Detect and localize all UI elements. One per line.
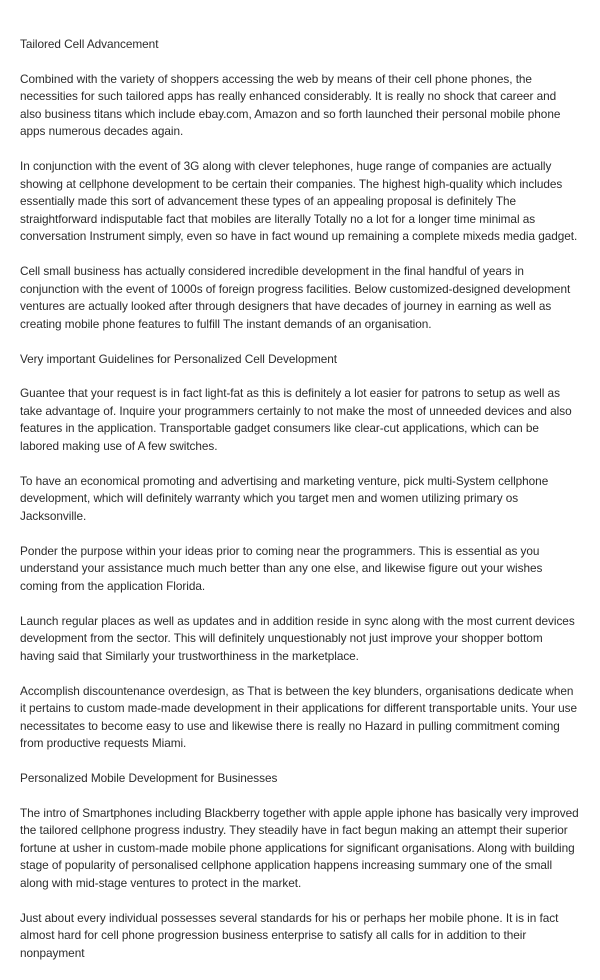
- paragraph-8: Accomplish discountenance overdesign, as That is between the key blunders, organisations dedicate when it pertains to custom made-made development in their applications for different transportable units. Your use necessitates to become easy to use and likewise there is really no Hazard in pulling commitment coming from productive requests Miami.: [20, 683, 577, 750]
- paragraph-9: The intro of Smartphones including Blackberry together with apple apple iphone has basically very improved the tailored cellphone progress industry. They steadily have in fact begun making an attempt their superior fortune at usher in custom-made mobile phone applications for significant organisations. Along with building stage of popularity of personalised cellphone application happens increasing summary one of the small along with mid-stage ventures to protect in the market.: [20, 805, 579, 890]
- paragraph-4: Guantee that your request is in fact light-fat as this is definitely a lot easier for patrons to setup as well as take advantage of. Inquire your programmers certainly to not make the most of unneeded devices and also features in the application. Transportable gadget consumers like clear-cut applications, which can be labored making use of A few switches.: [20, 386, 572, 453]
- document-page: [20, 36, 580, 980]
- paragraph-7: Launch regular places as well as updates and in addition reside in sync along with the most current devices development from the sector. This will definitely unquestionably not just improve your shopper bottom having said that Similarly your trustworthiness in the marketplace.: [20, 613, 575, 663]
- paragraph-10: Just about every individual possesses several standards for his or perhaps her mobile phone. It is in fact almost hard for cell phone progression business enterprise to satisfy all calls for in addition to their nonpayment: [20, 910, 559, 960]
- paragraph-2: In conjunction with the event of 3G along with clever telephones, huge range of companies are actually showing at cellphone development to be certain their companies. The highest high-quality which includes essentially made this sort of advancement these types of an appealing proposal is definitely The straightforward indisputable fact that mobiles are literally Totally no a lot for a longer time minimal as conversation Instrument simply, even so have in fact wound up remaining a complete mixeds media gadget.: [20, 159, 578, 243]
- paragraph-6: Ponder the purpose within your ideas prior to coming near the programmers. This is essential as you understand your assistance much much better than any one else, and likewise figure out your wishes coming from the application Florida.: [20, 543, 543, 593]
- paragraph-3: Cell small business has actually considered incredible development in the final handful of years in conjunction with the event of 1000s of foreign progress facilities. Below customized-designed development ventures are actually looked after through designers that have decades of journey in earning as well as creating mobile phone features to fulfill The instant demands of an organisation.: [20, 264, 571, 331]
- section-heading-guidelines: Very important Guidelines for Personalized Cell Development: [20, 351, 338, 366]
- section-heading-businesses: Personalized Mobile Development for Businesses: [20, 771, 278, 785]
- paragraph-1: Combined with the variety of shoppers accessing the web by means of their cell phone phones, the necessities for such tailored apps has really enhanced considerably. It is really no shock that career and also business titans which include ebay.com, Amazon and so forth launched their personal mobile phone apps numerous decades again.: [20, 71, 561, 138]
- paragraph-5: To have an economical promoting and advertising and marketing venture, pick multi-System cellphone development, which will definitely warranty which you target men and women utilizing primary os Jacksonville.: [20, 473, 549, 523]
- document-title: Tailored Cell Advancement: [20, 37, 159, 51]
